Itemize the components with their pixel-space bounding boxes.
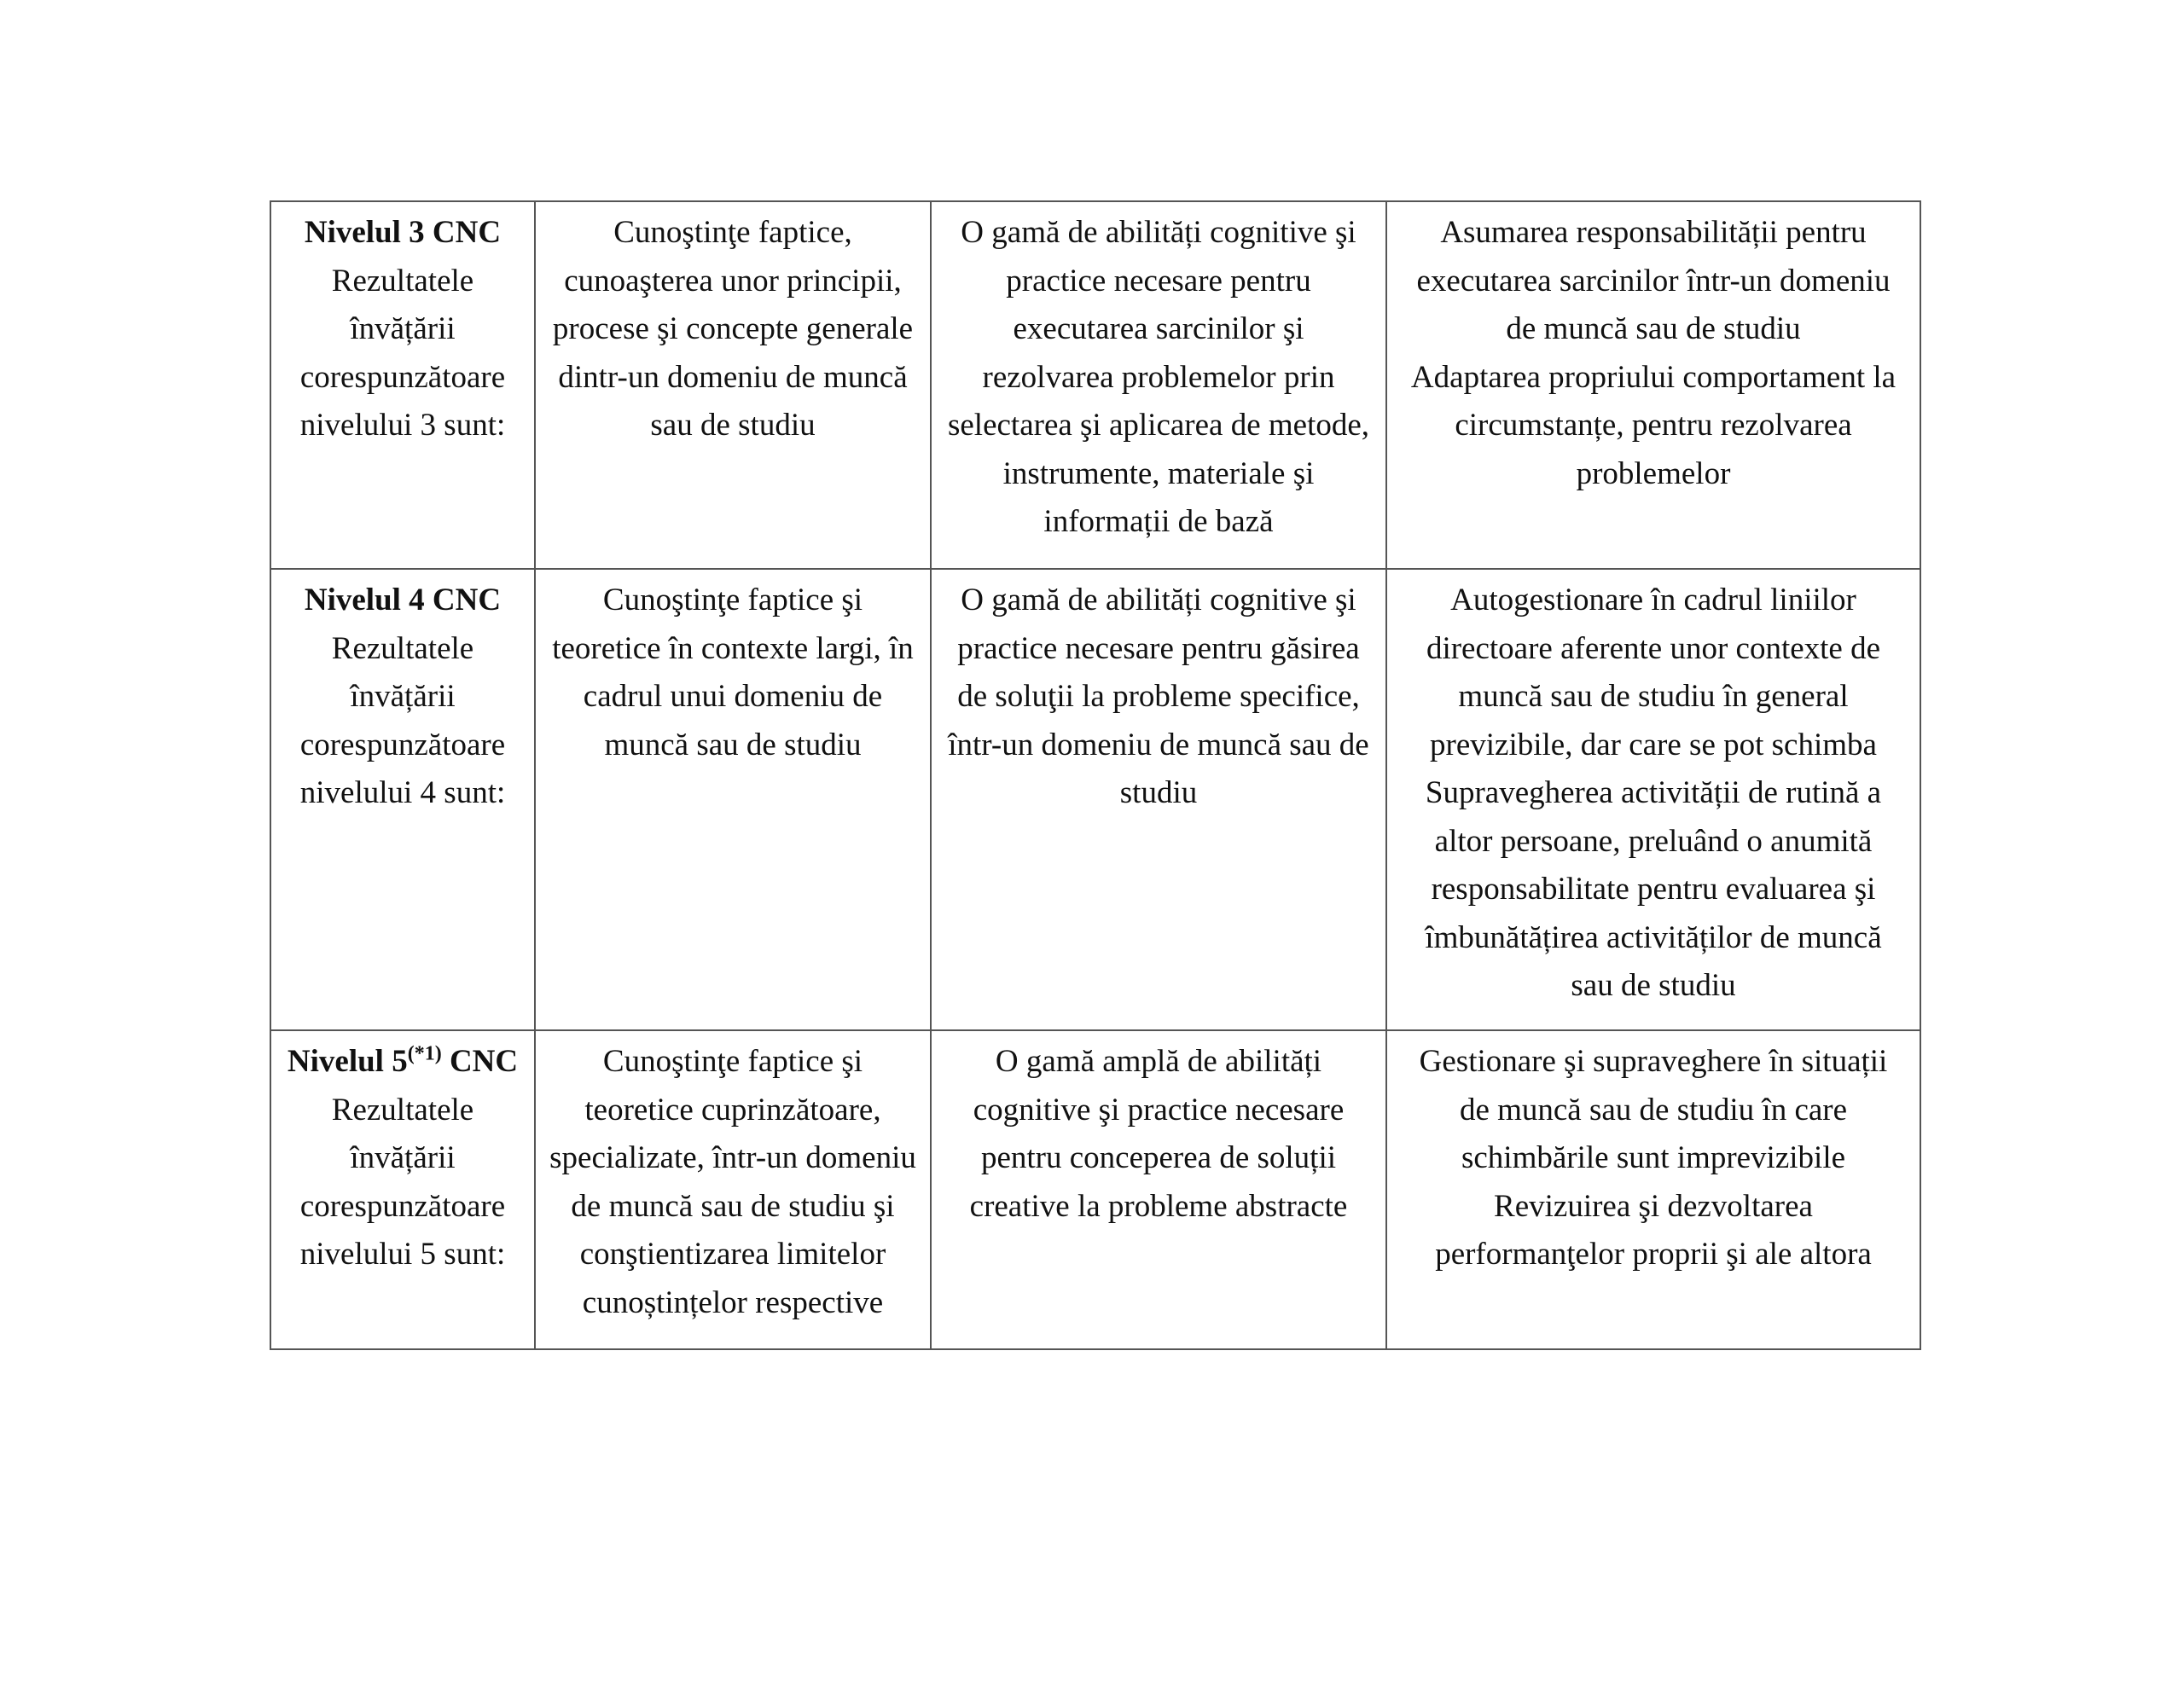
skills-cell <box>931 201 1386 569</box>
skills-text-line: într-un domeniu de muncă sau de <box>948 727 1369 762</box>
level-text-line: nivelului 4 sunt: <box>299 775 506 810</box>
knowledge-text-line: conştientizarea limitelor <box>579 1237 886 1272</box>
skills-cell <box>931 1030 1386 1349</box>
level-text-line: Rezultatele <box>331 263 474 299</box>
knowledge-text-line: cunoaşterea unor principii, <box>564 263 902 299</box>
knowledge-text-line: de muncă sau de studiu şi <box>571 1188 895 1224</box>
competences-text-line: Autogestionare în cadrul liniilor <box>1450 583 1856 617</box>
level-text-line: nivelului 5 sunt: <box>299 1237 506 1272</box>
knowledge-text-line: Cunoştinţe faptice şi <box>602 1044 863 1079</box>
level-text-line: învățării <box>350 1140 456 1175</box>
competences-text-line: performanţelor proprii şi ale altora <box>1435 1237 1872 1272</box>
table-row <box>270 201 1920 569</box>
level-title <box>273 1038 532 1087</box>
knowledge-text-line: teoretice în contexte largi, în <box>552 630 914 666</box>
level-text-line: Rezultatele <box>331 630 474 666</box>
level-text-line: corespunzătoare <box>299 727 506 762</box>
knowledge-text-line: Cunoştinţe faptice şi <box>602 583 863 617</box>
level-title-main: Nivelul 5 <box>287 1044 408 1079</box>
competences-text-line: îmbunătățirea activităților de muncă <box>1425 919 1882 955</box>
knowledge-text-line: dintr-un domeniu de muncă <box>558 359 908 395</box>
competences-text-line: Gestionare şi supraveghere în situații <box>1419 1044 1888 1079</box>
level-cell <box>270 201 535 569</box>
competences-cell <box>1386 201 1920 569</box>
skills-cell <box>931 569 1386 1030</box>
table-row <box>270 569 1920 1030</box>
level-text-line: corespunzătoare <box>299 1188 506 1224</box>
qualification-levels-table <box>270 200 1921 1350</box>
level-title: Nivelul 4 CNC <box>304 583 502 617</box>
skills-text-line: executarea sarcinilor şi <box>1013 311 1304 346</box>
skills-text-line: O gamă amplă de abilități <box>995 1044 1322 1079</box>
competences-text-line: problemelor <box>1576 455 1731 491</box>
knowledge-text-line: specializate, într-un domeniu <box>549 1140 916 1175</box>
competences-text-line: Asumarea responsabilității pentru <box>1440 215 1867 250</box>
level-text-line: învățării <box>350 679 456 714</box>
knowledge-text-line: procese şi concepte generale <box>552 311 914 346</box>
competences-text-line: muncă sau de studiu în general <box>1458 679 1849 714</box>
competences-text-line: Revizuirea şi dezvoltarea <box>1494 1188 1813 1224</box>
knowledge-text-line: cadrul unui domeniu de <box>583 679 883 714</box>
level-text-line: învățării <box>350 311 456 346</box>
competences-cell <box>1386 1030 1920 1349</box>
skills-text-line: pentru conceperea de soluții <box>980 1140 1337 1175</box>
knowledge-text-line: Cunoştinţe faptice, <box>613 215 852 250</box>
knowledge-text-line: muncă sau de studiu <box>604 727 862 762</box>
competences-text-line: directoare aferente unor contexte de <box>1426 630 1881 666</box>
skills-text-line: O gamă de abilități cognitive şi <box>961 583 1356 617</box>
competences-text-line: executarea sarcinilor într-un domeniu <box>1416 263 1891 299</box>
skills-text-line: informații de bază <box>1043 504 1274 539</box>
competences-text-line: Adaptarea propriului comportament la <box>1410 359 1896 395</box>
competences-text-line: schimbările sunt imprevizibile <box>1461 1140 1846 1175</box>
competences-text-line: Supravegherea activității de rutină a <box>1425 775 1882 810</box>
knowledge-cell <box>535 201 931 569</box>
skills-text-line: studiu <box>1119 775 1198 810</box>
skills-text-line: creative la probleme abstracte <box>969 1188 1348 1224</box>
knowledge-text-line: sau de studiu <box>650 408 816 443</box>
knowledge-text-line: cunoștințelor respective <box>582 1284 884 1320</box>
skills-text-line: practice necesare pentru <box>1006 263 1311 299</box>
table-row <box>270 1030 1920 1349</box>
knowledge-cell <box>535 1030 931 1349</box>
skills-text-line: cognitive şi practice necesare <box>973 1092 1345 1128</box>
level-text-line: Rezultatele <box>331 1092 474 1128</box>
skills-text-line: rezolvarea problemelor prin <box>982 359 1335 395</box>
footnote-marker: (*1) <box>407 1042 442 1065</box>
skills-text-line: practice necesare pentru găsirea <box>957 630 1360 666</box>
competences-cell <box>1386 569 1920 1030</box>
knowledge-cell <box>535 569 931 1030</box>
competences-text-line: sau de studiu <box>1571 968 1736 1003</box>
skills-text-line: de soluţii la probleme specifice, <box>957 679 1360 714</box>
competences-text-line: circumstanțe, pentru rezolvarea <box>1455 408 1852 443</box>
level-cell <box>270 1030 535 1349</box>
skills-text-line: O gamă de abilități cognitive şi <box>961 215 1356 250</box>
knowledge-text-line: teoretice cuprinzătoare, <box>584 1092 881 1128</box>
level-title-suffix: CNC <box>441 1044 519 1079</box>
level-cell <box>270 569 535 1030</box>
level-text-line: corespunzătoare <box>299 359 506 395</box>
competences-text-line: altor persoane, preluând o anumită <box>1434 823 1873 859</box>
skills-text-line: instrumente, materiale şi <box>1002 455 1315 491</box>
competences-text-line: previzibile, dar care se pot schimba <box>1430 727 1877 762</box>
competences-text-line: de muncă sau de studiu în care <box>1459 1092 1848 1128</box>
level-text-line: nivelului 3 sunt: <box>299 408 506 443</box>
skills-text-line: selectarea şi aplicarea de metode, <box>947 408 1370 443</box>
competences-text-line: responsabilitate pentru evaluarea şi <box>1431 872 1876 907</box>
level-title: Nivelul 3 CNC <box>304 215 502 250</box>
competences-text-line: de muncă sau de studiu <box>1506 311 1801 346</box>
